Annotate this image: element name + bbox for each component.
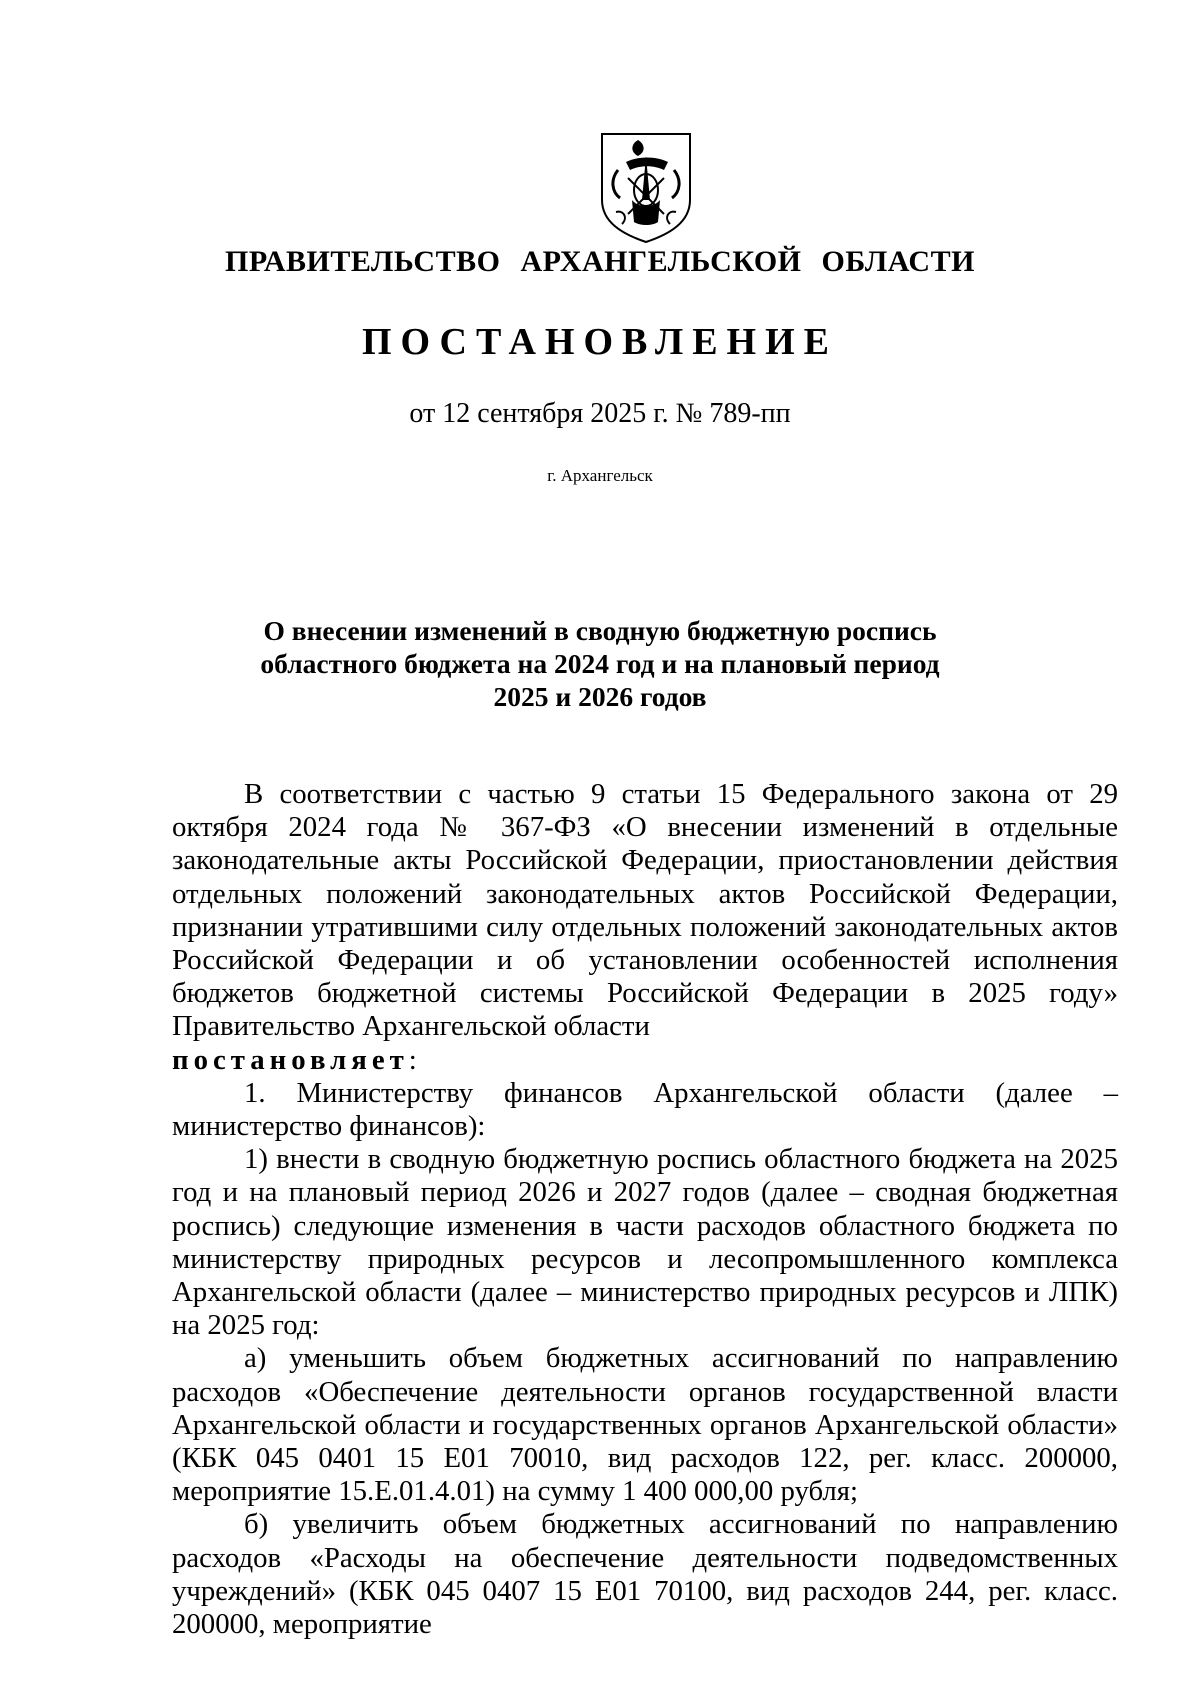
document-type: ПОСТАНОВЛЕНИЕ (361, 321, 839, 363)
organization-name: ПРАВИТЕЛЬСТВО АРХАНГЕЛЬСКОЙ ОБЛАСТИ (225, 245, 975, 278)
coat-of-arms-icon (598, 130, 694, 246)
item-a-paragraph: а) уменьшить объем бюджетных ассигнований по направлению расходов «Обеспечение деятельности органов государственной власти Архангельской области и государственных органов Архангельской области» (КБК 045 0401 15 Е01 70010, вид расходов 122, рег. класс. 200000, мероприятие 15.Е.01.4.01) на сумму 1 400 000,00 рубля; (172, 1342, 1118, 1508)
document-body (172, 778, 1118, 1641)
item-1-paragraph: 1. Министерству финансов Архангельской области (далее – министерство финансов): (172, 1076, 1118, 1143)
item-b-paragraph: б) увеличить объем бюджетных ассигнований по направлению расходов «Расходы на обеспечение деятельности подведомственных учреждений» (КБК 045 0407 15 Е01 70100, вид расходов 244, рег. класс. 200000, мероприятие (172, 1508, 1118, 1641)
preamble-paragraph: В соответствии с частью 9 статьи 15 Федерального закона от 29 октября 2024 года № 367-ФЗ «О внесении изменений в отдельные законодательные акты Российской Федерации, приостановлении действия отдельных положений законодательных актов Российской Федерации, признании утратившими силу отдельных положений законодательных актов Российской Федерации и об установлении особенностей исполнения бюджетов бюджетной системы Российской Федерации в 2025 году» Правительство Архангельской области (172, 778, 1118, 1043)
document-title (230, 614, 970, 713)
document-city: г. Архангельск (547, 466, 653, 485)
title-line: областного бюджета на 2024 год и на плановый период (260, 648, 940, 679)
title-line: 2025 и 2026 годов (493, 681, 707, 712)
decree-line: постановляет: (172, 1043, 417, 1076)
item-1-1-paragraph: 1) внести в сводную бюджетную роспись областного бюджета на 2025 год и на плановый период 2026 и 2027 годов (далее – сводная бюджетная роспись) следующие изменения в части расходов областного бюджета по министерству природных ресурсов и лесопромышленного комплекса Архангельской области (далее – министерство природных ресурсов и ЛПК) на 2025 год: (172, 1143, 1118, 1342)
decree-word: постановляет (172, 1043, 409, 1076)
title-line: О внесении изменений в сводную бюджетную роспись (263, 615, 937, 646)
document-date-number: от 12 сентября 2025 г. № 789-пп (409, 398, 791, 429)
